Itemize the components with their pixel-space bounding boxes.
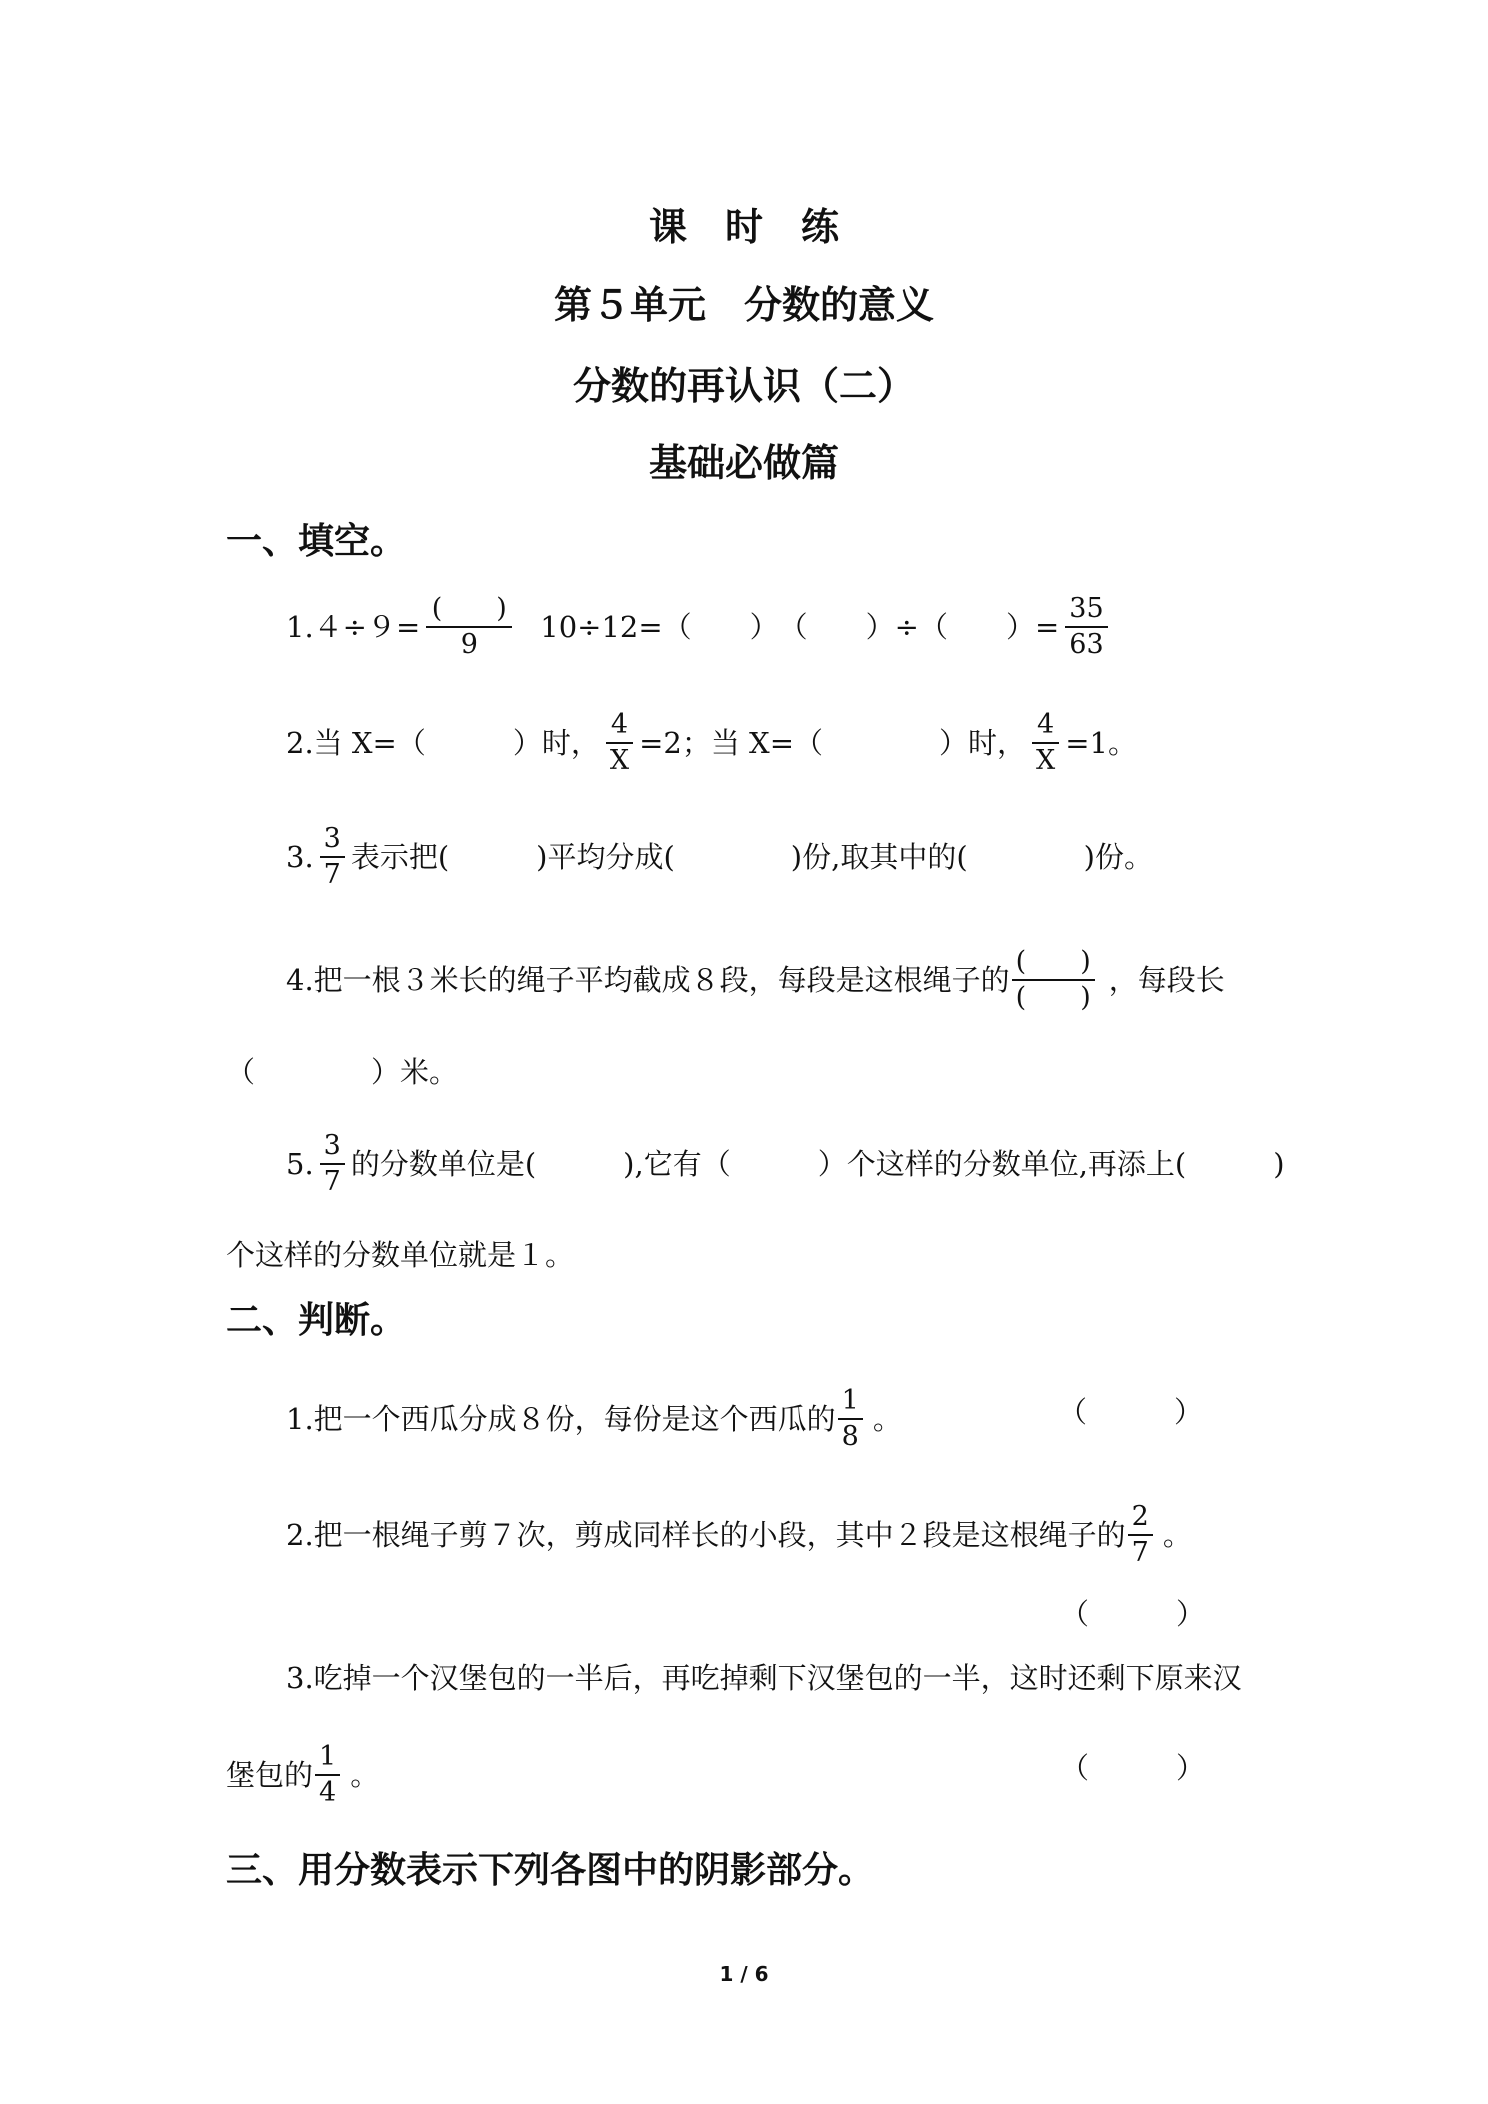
section-2-heading: 二、判断。 <box>226 1300 407 1341</box>
section-3-heading: 三、用分数表示下列各图中的阴影部分。 <box>226 1850 875 1891</box>
judge-question-3-line-2 <box>226 1740 379 1810</box>
judge-question-3: 3.吃掉一个汉堡包的一半后，再吃掉剩下汉堡包的一半，这时还剩下原来汉 <box>286 1661 1242 1695</box>
j2-answer-blank[interactable]: （ ） <box>1060 1597 1206 1631</box>
j1-fraction-numerator: 1 <box>841 1385 859 1416</box>
q2-fraction-1 <box>606 708 633 778</box>
q2-part-1: 2.当 X=（ ）时， <box>286 726 600 760</box>
j1-answer-blank[interactable]: （ ） <box>1058 1395 1204 1429</box>
j3-fraction <box>315 1740 340 1810</box>
j3-line-2: 堡包的 <box>226 1758 314 1792</box>
q3-fraction <box>320 822 345 892</box>
fill-question-4 <box>286 945 1225 1015</box>
q1-fraction-2-denominator: 63 <box>1069 629 1104 660</box>
q2-part-2: =2；当 X=（ ）时， <box>639 726 1026 760</box>
j2-tail: 。 <box>1162 1518 1192 1552</box>
q2-part-3: =1。 <box>1065 726 1137 760</box>
q4-fraction <box>1012 945 1095 1015</box>
j2-fraction <box>1128 1500 1153 1570</box>
q3-text: 表示把( )平均分成( )份,取其中的( )份。 <box>350 840 1153 874</box>
j1-fraction-denominator: 8 <box>841 1421 859 1452</box>
q2-fraction-2 <box>1032 708 1059 778</box>
j3-answer-blank[interactable]: （ ） <box>1060 1751 1206 1785</box>
fill-question-5 <box>286 1129 1285 1199</box>
q1-fraction-1-denominator: 9 <box>460 629 478 660</box>
j3-tail: 。 <box>350 1758 380 1792</box>
q1-prefix: 1.４÷９= <box>286 610 421 644</box>
q1-fraction-1-numerator: ( ) <box>431 593 507 624</box>
q2-fraction-1-denominator: X <box>609 745 630 776</box>
judge-question-2 <box>286 1500 1192 1570</box>
j1-fraction <box>838 1384 863 1454</box>
q4-text: 4.把一根３米长的绳子平均截成８段，每段是这根绳子的 <box>286 963 1010 997</box>
fill-question-2 <box>286 708 1137 778</box>
q4-fraction-denominator: ( ) <box>1015 982 1091 1013</box>
q2-fraction-2-numerator: 4 <box>1037 709 1055 740</box>
fill-question-1 <box>286 592 1114 662</box>
q3-fraction-denominator: 7 <box>323 859 341 890</box>
q1-fraction-1 <box>426 592 512 662</box>
q2-fraction-2-denominator: X <box>1036 745 1056 776</box>
q5-fraction-numerator: 3 <box>323 1130 341 1161</box>
fill-question-5-line-2: 个这样的分数单位就是１。 <box>226 1238 575 1272</box>
j2-text: 2.把一根绳子剪７次，剪成同样长的小段，其中２段是这根绳子的 <box>286 1518 1126 1552</box>
q2-fraction-1-numerator: 4 <box>610 709 629 740</box>
q3-fraction-numerator: 3 <box>323 823 341 854</box>
lesson-title: 分数的再认识（二） <box>572 364 915 408</box>
q5-text: 的分数单位是( ),它有（ ）个这样的分数单位,再添上( ) <box>350 1147 1285 1181</box>
worksheet-title: 课 时 练 <box>648 205 839 249</box>
q1-fraction-2-numerator: 35 <box>1069 593 1104 624</box>
fill-question-3 <box>286 822 1153 892</box>
j1-tail: 。 <box>872 1402 902 1436</box>
q1-fraction-2 <box>1065 592 1107 662</box>
page-number: 1 / 6 <box>719 1962 769 1986</box>
q5-fraction <box>320 1129 345 1199</box>
j2-fraction-denominator: 7 <box>1131 1537 1149 1568</box>
j3-fraction-numerator: 1 <box>319 1741 337 1772</box>
q4-fraction-numerator: ( ) <box>1015 946 1091 977</box>
fill-question-4-line-2: （ ）米。 <box>226 1055 459 1089</box>
j1-text: 1.把一个西瓜分成８份，每份是这个西瓜的 <box>286 1402 836 1436</box>
level-title: 基础必做篇 <box>648 441 839 485</box>
q5-fraction-denominator: 7 <box>323 1166 341 1197</box>
judge-question-1 <box>286 1384 902 1454</box>
q1-middle: 10÷12=（ ） （ ）÷（ ）= <box>540 610 1060 644</box>
section-1-heading: 一、填空。 <box>226 521 407 562</box>
j2-fraction-numerator: 2 <box>1131 1501 1149 1532</box>
q4-tail: ，每段长 <box>1108 963 1225 997</box>
unit-title: 第５单元 分数的意义 <box>553 283 934 327</box>
j3-fraction-denominator: 4 <box>319 1777 337 1808</box>
q3-prefix: 3. <box>286 840 314 874</box>
q5-prefix: 5. <box>286 1147 314 1181</box>
